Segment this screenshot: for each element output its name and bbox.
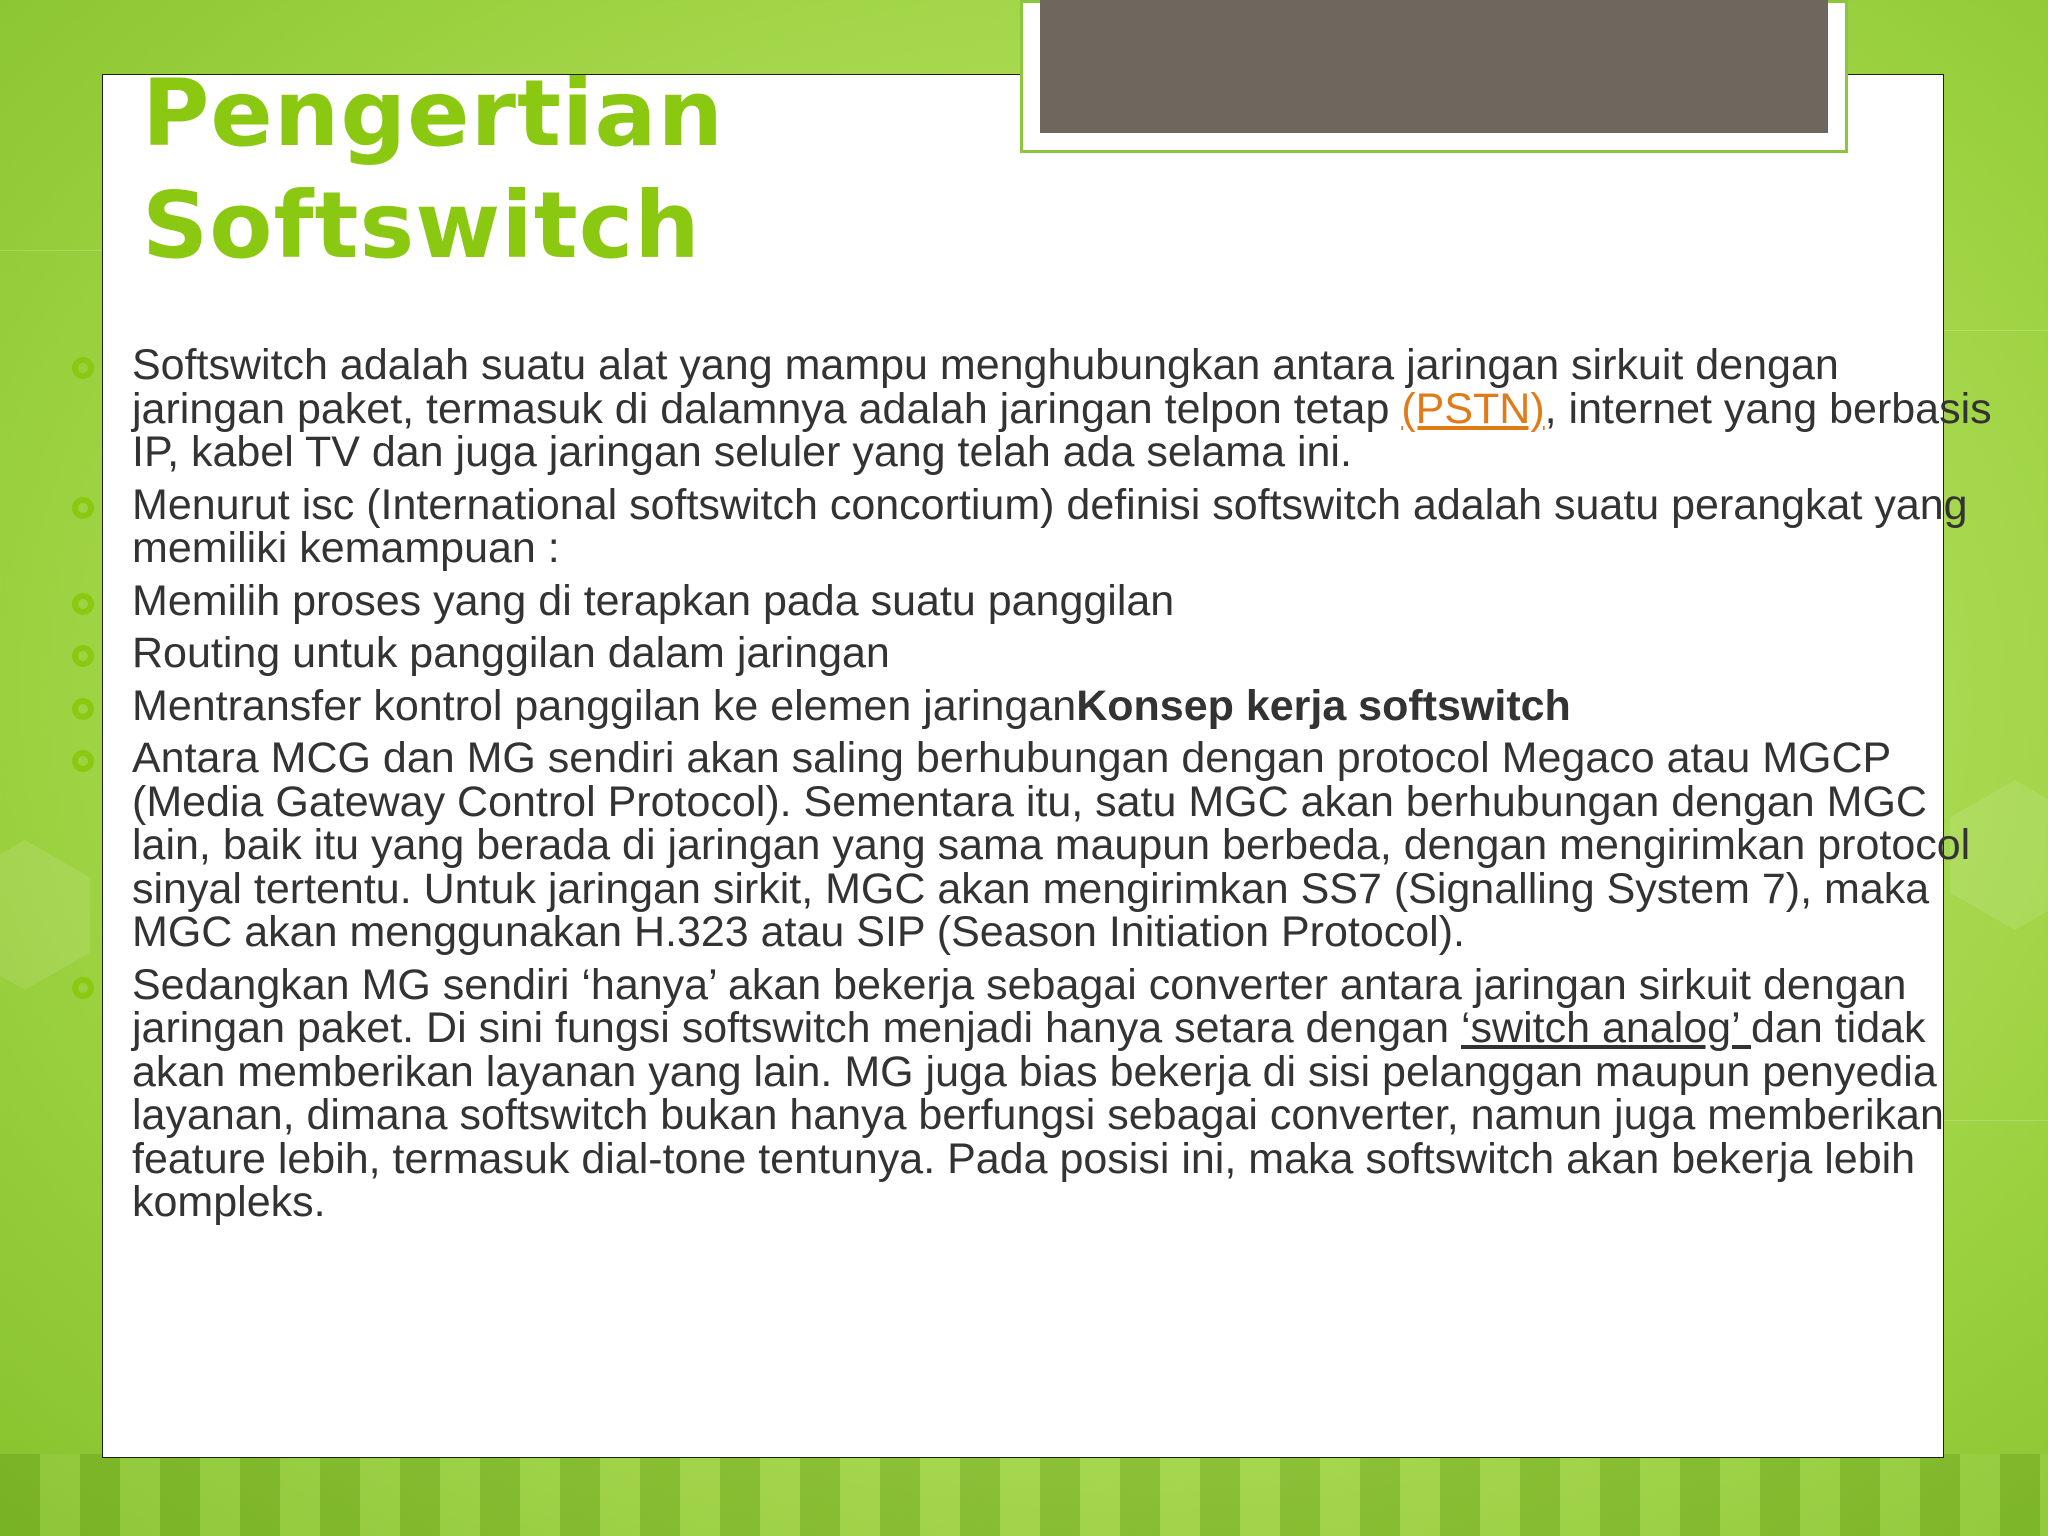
slide-title-line-2: Softswitch bbox=[142, 172, 701, 279]
bullet-circle-icon bbox=[72, 497, 94, 519]
bullet-item bbox=[62, 576, 1992, 625]
background-line bbox=[1944, 330, 2048, 331]
bullet-text: Sedangkan MG sendiri ‘hanya’ akan bekerja sebagai converter antara jaringan sirkuit dengan jaringan paket. Di sini fungsi softswitch menjadi hanya setara dengan bbox=[132, 960, 1907, 1052]
bullet-text: Memilih proses yang di terapkan pada suatu panggilan bbox=[132, 576, 1175, 625]
bullet-item bbox=[62, 734, 1992, 956]
bullet-item bbox=[62, 629, 1992, 677]
bullet-item bbox=[62, 681, 1992, 730]
slide-title bbox=[142, 58, 724, 282]
pstn-link[interactable]: (PSTN) bbox=[1401, 384, 1545, 433]
bullet-item bbox=[62, 341, 1992, 476]
background-stripes bbox=[0, 1454, 2048, 1536]
bullet-text: Mentransfer kontrol panggilan ke elemen jaringan bbox=[132, 681, 1077, 730]
bullet-list bbox=[62, 341, 1992, 1234]
section-heading: Konsep kerja softswitch bbox=[1076, 681, 1571, 730]
bullet-text: Softswitch adalah suatu alat yang mampu menghubungkan antara jaringan sirkuit dengan jaringan paket, termasuk di dalamnya adalah jaringan telpon tetap bbox=[132, 341, 1839, 433]
background-line bbox=[0, 250, 110, 251]
bullet-text: Antara MCG dan MG sendiri akan saling berhubungan dengan protocol Megaco atau MGCP (Media Gateway Control Protocol). Sementara itu, satu MGC akan berhubungan dengan MGC lain, baik itu yang berada di jaringan yang sama maupun berbeda, dengan mengirimkan protocol sinyal tertentu. Untuk jaringan sirkit, MGC akan mengirimkan SS7 (Signalling System 7), maka MGC akan menggunakan H.323 atau SIP (Season Initiation Protocol). bbox=[132, 734, 1971, 956]
bullet-circle-icon bbox=[72, 977, 94, 999]
bullet-text: dan tidak akan memberikan layanan yang lain. MG juga bias bekerja di sisi pelanggan maupun penyedia layanan, dimana softswitch bukan hanya berfungsi sebagai converter, namun juga memberikan feature lebih, termasuk dial-tone tentunya. Pada posisi ini, maka softswitch akan bekerja lebih kompleks. bbox=[132, 1004, 1944, 1226]
slide-title-line-1: Pengertian bbox=[142, 60, 725, 167]
title-frame-fill bbox=[1040, 0, 1828, 133]
bullet-circle-icon bbox=[72, 357, 94, 379]
underlined-term: ‘switch analog’ bbox=[1461, 1004, 1751, 1052]
bullet-item bbox=[62, 960, 1992, 1226]
bullet-circle-icon bbox=[72, 593, 94, 615]
bullet-text: Routing untuk panggilan dalam jaringan bbox=[132, 629, 890, 677]
bullet-text: Menurut isc (International softswitch concortium) definisi softswitch adalah suatu perangkat yang memiliki kemampuan : bbox=[132, 480, 1968, 572]
bullet-circle-icon bbox=[72, 750, 94, 772]
bullet-text: , internet yang berbasis IP, kabel TV dan juga jaringan seluler yang telah ada selama ini. bbox=[132, 384, 1992, 476]
bullet-item bbox=[62, 480, 1992, 572]
bullet-circle-icon bbox=[72, 645, 94, 667]
bullet-circle-icon bbox=[72, 698, 94, 720]
